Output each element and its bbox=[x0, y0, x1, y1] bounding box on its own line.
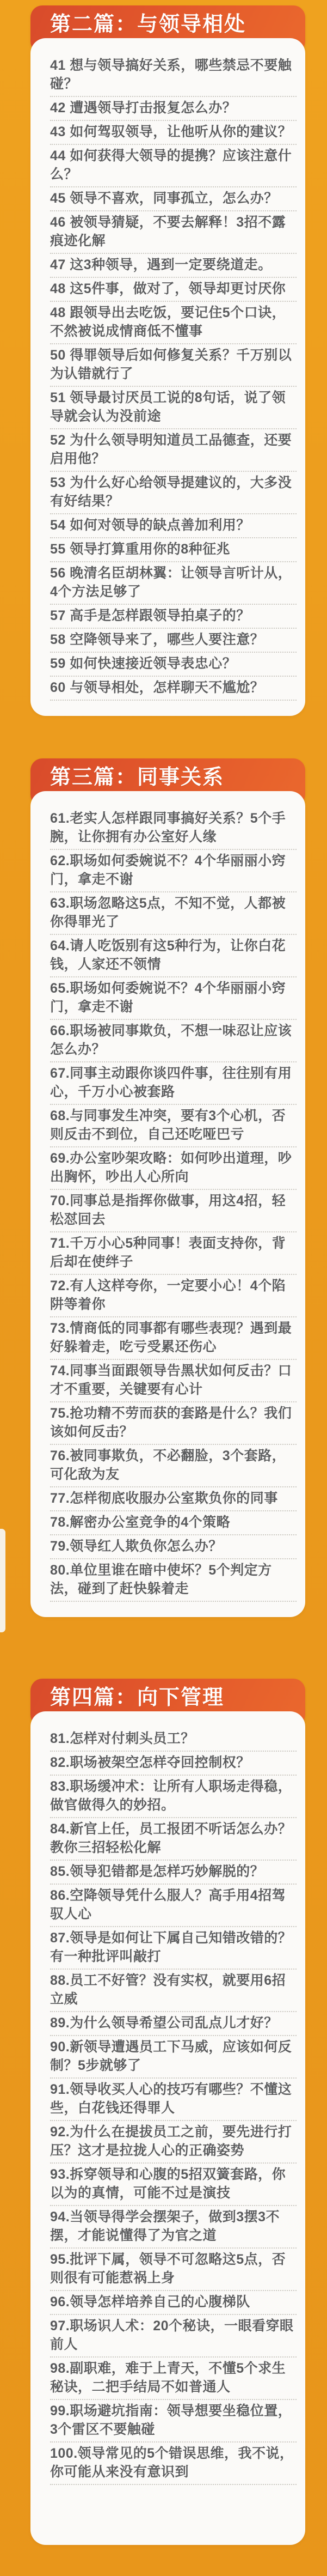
question-item: 88.员工不好管？没有实权，就要用6招立威 bbox=[50, 1970, 297, 2012]
questions-card bbox=[30, 791, 305, 1617]
question-item: 46 被领导猜疑，不要去解释！3招不露痕迹化解 bbox=[50, 211, 297, 254]
question-item: 81.怎样对付刺头员工？ bbox=[50, 1728, 297, 1752]
question-item: 69.办公室吵架攻略：如何吵出道理，吵出胸怀，吵出人心所向 bbox=[50, 1147, 297, 1190]
question-item: 98.副职难，难于上青天，不懂5个求生秘诀，二把手结局不如普通人 bbox=[50, 2358, 297, 2400]
question-item: 86.空降领导凭什么服人？高手用4招驾驭人心 bbox=[50, 1885, 297, 1927]
questions-card bbox=[30, 1711, 305, 2545]
question-item: 67.同事主动跟你谈四件事，往往别有用心，千万小心被套路 bbox=[50, 1062, 297, 1105]
section-colleagues bbox=[30, 758, 305, 1617]
question-item: 48 跟领导出去吃饭，要记住5个口诀，不然被说成情商低不懂事 bbox=[50, 302, 297, 344]
question-item: 62.职场如何委婉说不？4个华丽丽小窍门，拿走不谢 bbox=[50, 850, 297, 892]
question-item: 90.新领导遭遇员工下马威，应该如何反制？5步就够了 bbox=[50, 2036, 297, 2079]
question-item: 84.新官上任，员工报团不听话怎么办？教你三招轻松化解 bbox=[50, 1818, 297, 1861]
question-item: 100.领导常见的5个错误思维，我不说，你可能从来没有意识到 bbox=[50, 2443, 297, 2485]
question-item: 45 领导不喜欢，同事孤立，怎么办？ bbox=[50, 187, 297, 211]
question-item: 44 如何获得大领导的提携？应该注意什么？ bbox=[50, 145, 297, 187]
section-leaders bbox=[30, 5, 305, 716]
section-managing-down bbox=[30, 1679, 305, 2545]
question-item: 83.职场缓冲术：让所有人职场走得稳，做官做得久的妙招。 bbox=[50, 1776, 297, 1818]
question-item: 55 领导打算重用你的8种征兆 bbox=[50, 538, 297, 562]
question-item: 74.同事当面跟领导告黑状如何反击？口才不重要，关键要有心计 bbox=[50, 1360, 297, 1402]
question-item: 42 遭遇领导打击报复怎么办？ bbox=[50, 97, 297, 121]
question-item: 48 这5件事，做对了，领导却更讨厌你 bbox=[50, 278, 297, 302]
question-item: 93.拆穿领导和心腹的5招双簧套路，你以为的真情，可能不过是演技 bbox=[50, 2164, 297, 2206]
question-item: 47 这3种领导，遇到一定要绕道走。 bbox=[50, 254, 297, 278]
question-item: 91.领导收买人心的技巧有哪些？不懂这些，白花钱还得罪人 bbox=[50, 2079, 297, 2121]
question-item: 63.职场忽略这5点，不知不觉，人都被你得罪光了 bbox=[50, 892, 297, 935]
question-item: 60 与领导相处，怎样聊天不尴尬？ bbox=[50, 677, 297, 701]
question-item: 94.当领导得学会摆架子，做到3摆3不摆，才能说懂得了为官之道 bbox=[50, 2206, 297, 2249]
question-item: 51 领导最讨厌员工说的8句话，说了领导就会认为没前途 bbox=[50, 387, 297, 429]
question-item: 58 空降领导来了，哪些人要注意？ bbox=[50, 629, 297, 653]
question-item: 57 高手是怎样跟领导拍桌子的？ bbox=[50, 605, 297, 629]
section-title: 第二篇：与领导相处 bbox=[50, 13, 246, 36]
question-item: 50 得罪领导后如何修复关系？千万别以为认错就行了 bbox=[50, 344, 297, 387]
question-item: 82.职场被架空怎样夺回控制权？ bbox=[50, 1752, 297, 1776]
question-item: 87.领导是如何让下属自己知错改错的？有一种批评叫敲打 bbox=[50, 1927, 297, 1970]
question-item: 59 如何快速接近领导表忠心？ bbox=[50, 653, 297, 677]
question-item: 64.请人吃饭别有这5种行为，让你白花钱，人家还不领情 bbox=[50, 935, 297, 977]
section-title: 第三篇：同事关系 bbox=[50, 766, 225, 789]
question-item: 70.同事总是指挥你做事，用这4招，轻松怼回去 bbox=[50, 1190, 297, 1232]
question-item: 43 如何驾驭领导，让他听从你的建议？ bbox=[50, 121, 297, 145]
question-item: 75.抢功精不劳而获的套路是什么？我们该如何反击？ bbox=[50, 1402, 297, 1445]
question-item: 73.情商低的同事都有哪些表现？遇到最好躲着走，吃亏受累还伤心 bbox=[50, 1317, 297, 1360]
question-item: 96.领导怎样培养自己的心腹梯队 bbox=[50, 2291, 297, 2315]
question-item: 85.领导犯错都是怎样巧妙解脱的？ bbox=[50, 1861, 297, 1885]
question-item: 97.职场识人术：20个秘诀，一眼看穿眼前人 bbox=[50, 2315, 297, 2358]
question-item: 79.领导红人欺负你怎么办？ bbox=[50, 1535, 297, 1559]
question-item: 77.怎样彻底收服办公室欺负你的同事 bbox=[50, 1487, 297, 1511]
question-item: 71.千万小心5种同事！表面支持你，背后却在使绊子 bbox=[50, 1232, 297, 1275]
question-item: 41 想与领导搞好关系，哪些禁忌不要触碰？ bbox=[50, 54, 297, 97]
question-item: 78.解密办公室竞争的4个策略 bbox=[50, 1511, 297, 1535]
question-item: 52 为什么领导明知道员工品德查，还要启用他？ bbox=[50, 429, 297, 472]
question-item: 80.单位里谁在暗中使坏？5个判定方法，碰到了赶快躲着走 bbox=[50, 1559, 297, 1602]
question-item: 65.职场如何委婉说不？4个华丽丽小窍门，拿走不谢 bbox=[50, 977, 297, 1020]
question-item: 61.老实人怎样跟同事搞好关系？5个手腕，让你拥有办公室好人缘 bbox=[50, 807, 297, 850]
question-item: 56 晚清名臣胡林翼：让领导言听计从，4个方法足够了 bbox=[50, 562, 297, 605]
question-item: 76.被同事欺负，不必翻脸，3个套路，可化敌为友 bbox=[50, 1445, 297, 1487]
question-item: 68.与同事发生冲突，要有3个心机，否则反击不到位，自己还吃哑巴亏 bbox=[50, 1105, 297, 1147]
questions-card bbox=[30, 38, 305, 716]
question-item: 72.有人这样夸你，一定要小心！4个陷阱等着你 bbox=[50, 1275, 297, 1317]
question-item: 95.批评下属，领导不可忽略这5点，否则很有可能惹祸上身 bbox=[50, 2249, 297, 2291]
question-item: 66.职场被同事欺负，不想一味忍让应该怎么办？ bbox=[50, 1020, 297, 1062]
question-item: 54 如何对领导的缺点善加利用？ bbox=[50, 514, 297, 538]
section-title: 第四篇：向下管理 bbox=[50, 1686, 225, 1709]
question-item: 53 为什么好心给领导提建议的，大多没有好结果？ bbox=[50, 472, 297, 514]
question-item: 99.职场避坑指南：领导想要坐稳位置，3个雷区不要触碰 bbox=[50, 2400, 297, 2443]
question-item: 92.为什么在提拔员工之前，要先进行打压？这才是拉拢人心的正确姿势 bbox=[50, 2121, 297, 2164]
question-item: 89.为什么领导希望公司乱点儿才好？ bbox=[50, 2012, 297, 2036]
